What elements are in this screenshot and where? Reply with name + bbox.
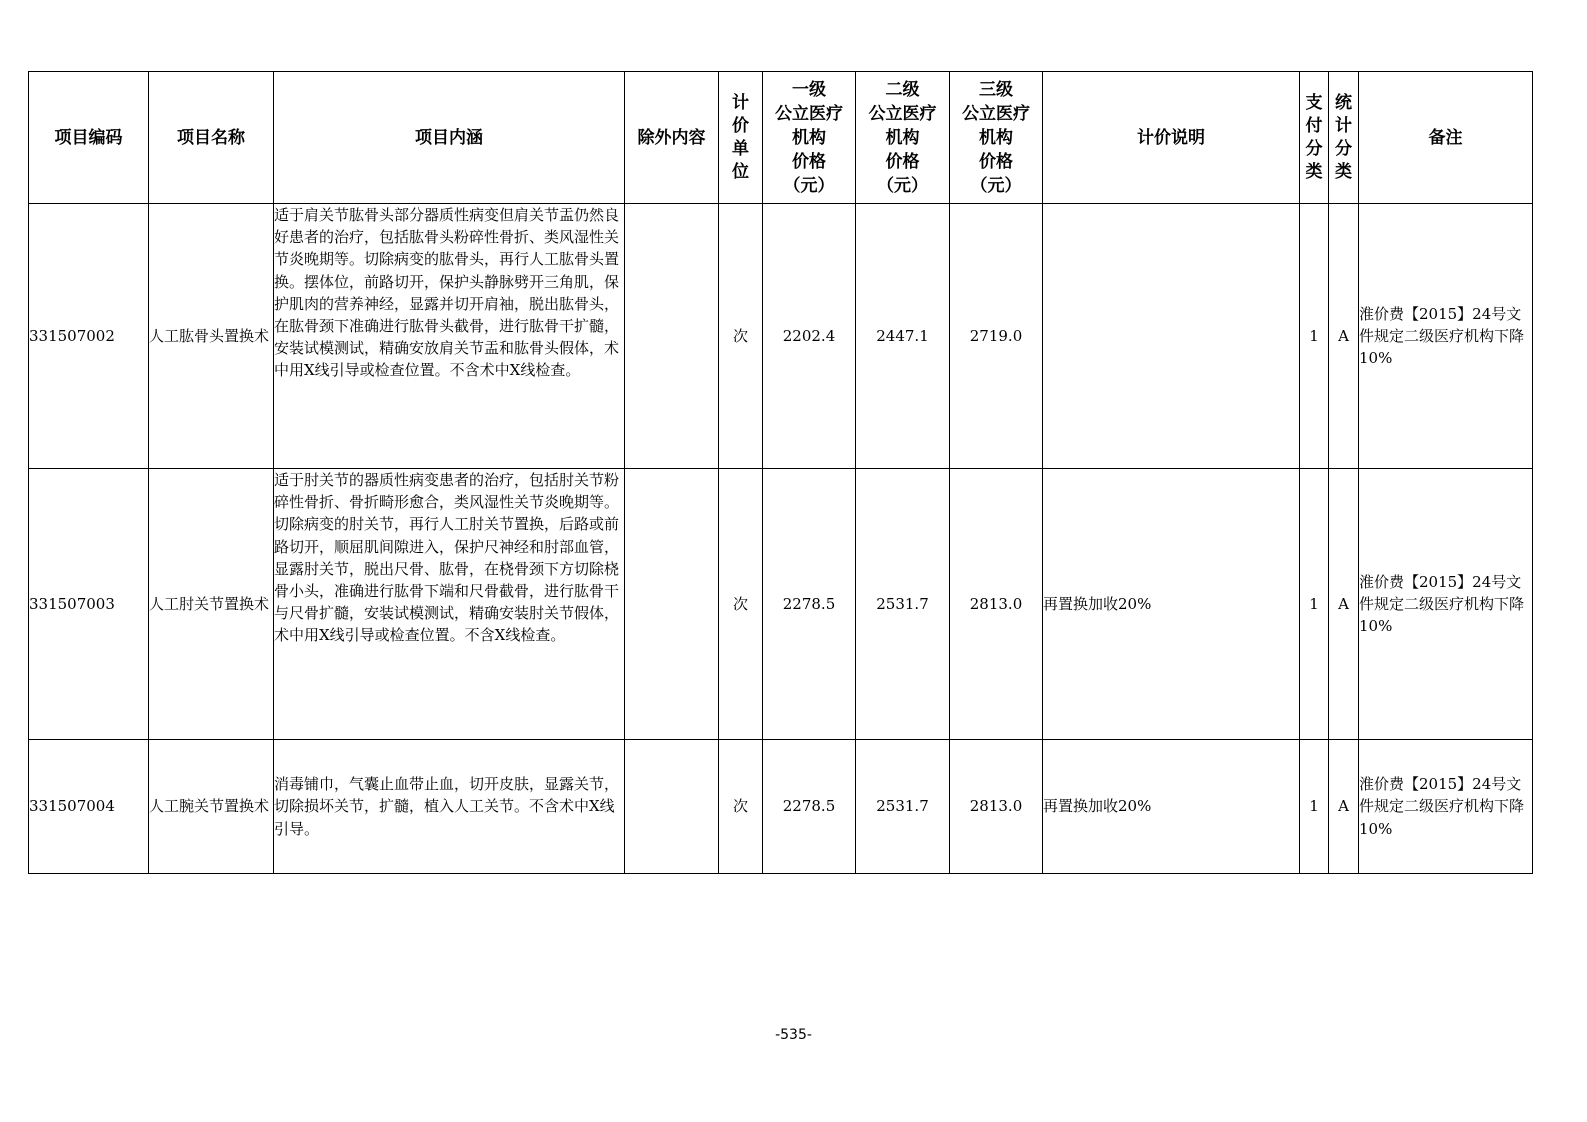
item-price2: 2447.1 <box>856 204 950 469</box>
header-price2: 二级 公立医疗 机构 价格 （元） <box>856 72 950 204</box>
item-pricing-note: 再置换加收20% <box>1043 469 1300 740</box>
item-remarks: 淮价费【2015】24号文件规定二级医疗机构下降10% <box>1359 740 1533 874</box>
item-content: 消毒铺巾，气囊止血带止血，切开皮肤，显露关节，切除损坏关节，扩髓，植入人工关节。不含术中X线引导。 <box>274 740 625 874</box>
item-price2: 2531.7 <box>856 469 950 740</box>
item-pricing-note <box>1043 204 1300 469</box>
price-table <box>28 71 1533 874</box>
header-row <box>29 72 1533 204</box>
item-name: 人工肘关节置换术 <box>149 469 274 740</box>
table-row <box>29 469 1533 740</box>
item-price3: 2813.0 <box>950 469 1043 740</box>
header-stat-class-cell <box>1329 72 1359 204</box>
table-row <box>29 204 1533 469</box>
header-price3: 三级 公立医疗 机构 价格 （元） <box>950 72 1043 204</box>
item-content: 适于肩关节肱骨头部分器质性病变但肩关节盂仍然良好患者的治疗，包括肱骨头粉碎性骨折、类风湿性关节炎晚期等。切除病变的肱骨头，再行人工肱骨头置换。摆体位，前路切开，保护头静脉劈开三角肌，保护肌肉的营养神经，显露并切开肩袖，脱出肱骨头，在肱骨颈下准确进行肱骨头截骨，进行肱骨干扩髓，安装试模测试，精确安放肩关节盂和肱骨头假体，术中用X线引导或检查位置。不含术中X线检查。 <box>274 204 625 469</box>
header-name: 项目名称 <box>149 72 274 204</box>
item-exclusion <box>625 204 719 469</box>
page-number: -535- <box>775 1027 812 1043</box>
item-price3: 2813.0 <box>950 740 1043 874</box>
item-payment-class: 1 <box>1300 469 1329 740</box>
item-stat-class: A <box>1329 469 1359 740</box>
item-code: 331507004 <box>29 740 149 874</box>
header-payment-class-cell <box>1300 72 1329 204</box>
item-unit: 次 <box>719 740 763 874</box>
header-remarks: 备注 <box>1359 72 1533 204</box>
item-unit: 次 <box>719 469 763 740</box>
item-content: 适于肘关节的器质性病变患者的治疗，包括肘关节粉碎性骨折、骨折畸形愈合，类风湿性关节炎晚期等。切除病变的肘关节，再行人工肘关节置换，后路或前路切开，顺屈肌间隙进入，保护尺神经和肘部血管，显露肘关节，脱出尺骨、肱骨，在桡骨颈下方切除桡骨小头，准确进行肱骨下端和尺骨截骨，进行肱骨干与尺骨扩髓，安装试模测试，精确安装肘关节假体，术中用X线引导或检查位置。不含X线检查。 <box>274 469 625 740</box>
header-unit: 计价单位 <box>732 92 749 182</box>
item-remarks: 淮价费【2015】24号文件规定二级医疗机构下降10% <box>1359 204 1533 469</box>
item-price3: 2719.0 <box>950 204 1043 469</box>
header-exclusion: 除外内容 <box>625 72 719 204</box>
header-stat-class: 统计分类 <box>1335 92 1352 182</box>
item-payment-class: 1 <box>1300 204 1329 469</box>
header-content: 项目内涵 <box>274 72 625 204</box>
table-row <box>29 740 1533 874</box>
item-price1: 2278.5 <box>763 469 856 740</box>
header-payment-class: 支付分类 <box>1305 92 1323 182</box>
item-stat-class: A <box>1329 204 1359 469</box>
item-code: 331507002 <box>29 204 149 469</box>
item-exclusion <box>625 469 719 740</box>
item-remarks: 淮价费【2015】24号文件规定二级医疗机构下降10% <box>1359 469 1533 740</box>
item-code: 331507003 <box>29 469 149 740</box>
item-price1: 2202.4 <box>763 204 856 469</box>
item-name: 人工肱骨头置换术 <box>149 204 274 469</box>
item-payment-class: 1 <box>1300 740 1329 874</box>
item-pricing-note: 再置换加收20% <box>1043 740 1300 874</box>
header-pricing-note: 计价说明 <box>1043 72 1300 204</box>
item-name: 人工腕关节置换术 <box>149 740 274 874</box>
item-exclusion <box>625 740 719 874</box>
item-price2: 2531.7 <box>856 740 950 874</box>
header-code: 项目编码 <box>29 72 149 204</box>
item-stat-class: A <box>1329 740 1359 874</box>
header-unit-cell <box>719 72 763 204</box>
header-price1: 一级 公立医疗 机构 价格 （元） <box>763 72 856 204</box>
item-price1: 2278.5 <box>763 740 856 874</box>
item-unit: 次 <box>719 204 763 469</box>
